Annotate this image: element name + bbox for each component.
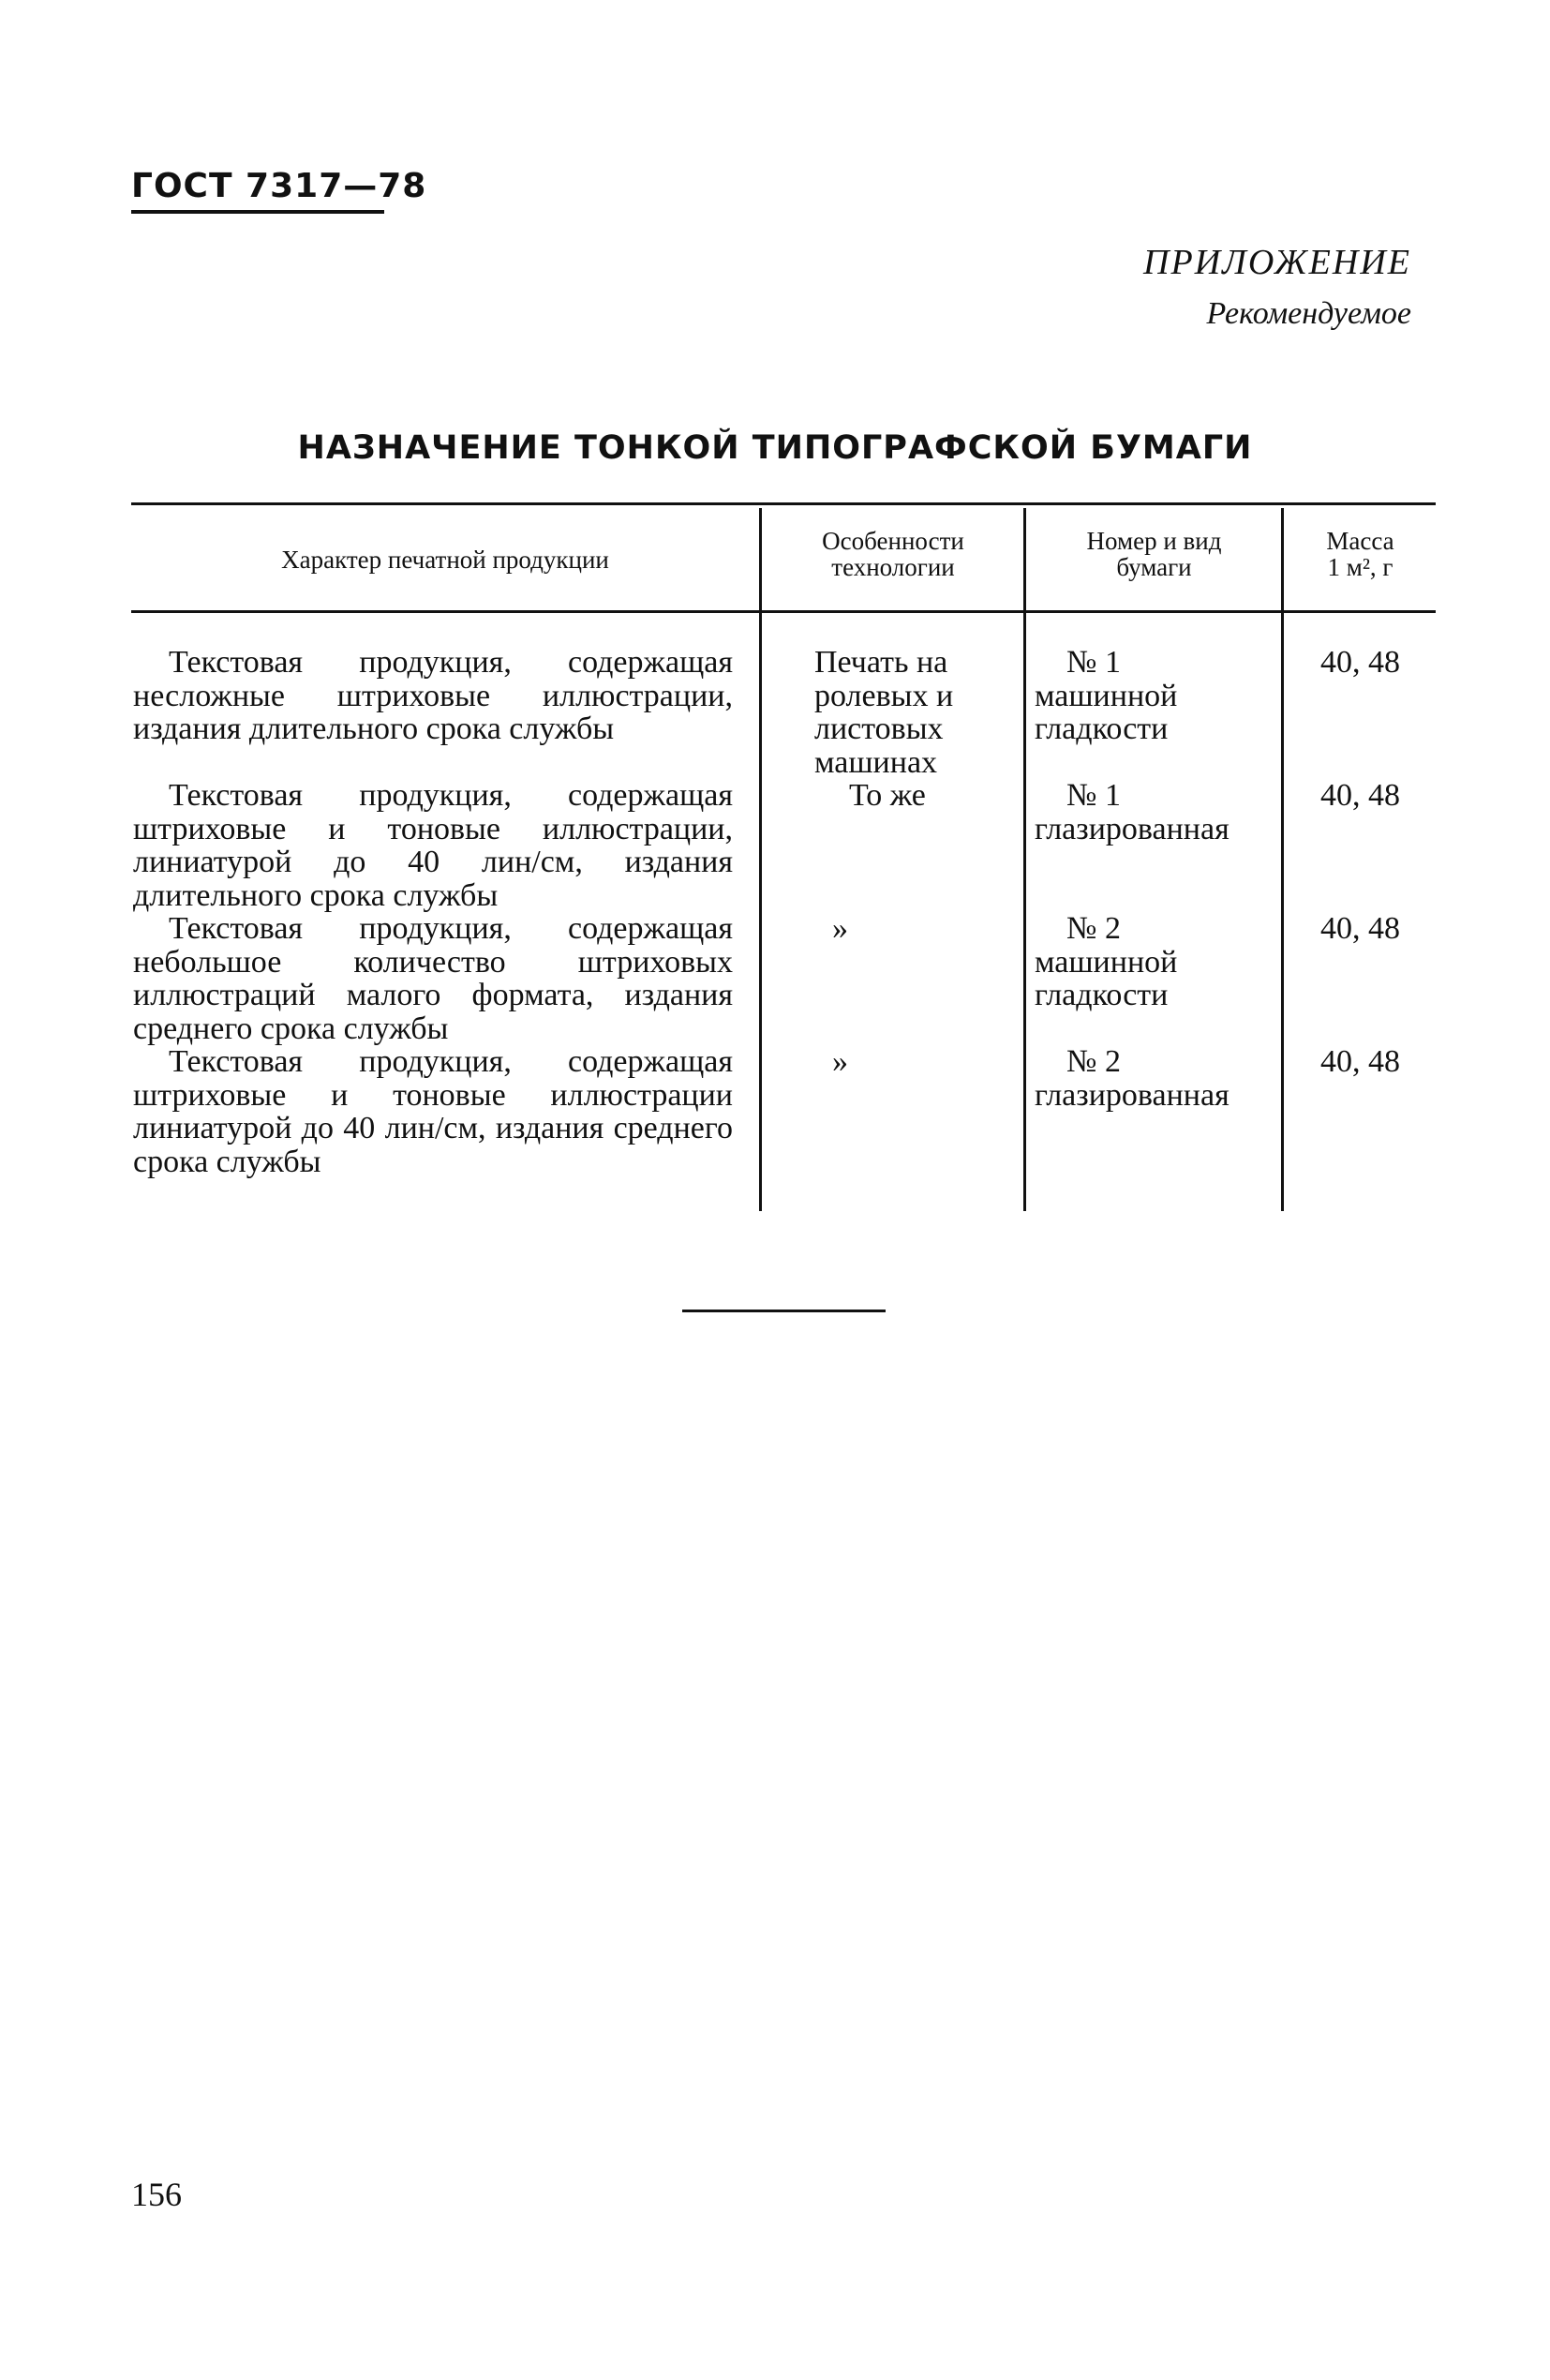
row-2-paper: № 1 глазированная bbox=[1035, 778, 1230, 846]
appendix-note: Рекомендуемое bbox=[1206, 296, 1411, 331]
row-2-description: Текстовая продукция, содержащая штриховые и тоновые иллюстрации, линиатурой до 40 лин/см, издания длительного срока службы bbox=[133, 778, 733, 913]
row-1-mass: 40, 48 bbox=[1320, 645, 1400, 680]
row-3-technology: » bbox=[832, 911, 848, 946]
header-paper bbox=[1027, 528, 1281, 580]
row-4-description: Текстовая продукция, содержащая штриховые и тоновые иллюстрации линиатурой до 40 лин/см, издания среднего срока службы bbox=[133, 1044, 733, 1179]
appendix-label: ПРИЛОЖЕНИЕ bbox=[1143, 243, 1411, 282]
table-title: НАЗНАЧЕНИЕ ТОНКОЙ ТИПОГРАФСКОЙ БУМАГИ bbox=[297, 429, 1253, 467]
row-2-mass: 40, 48 bbox=[1320, 778, 1400, 813]
row-1-technology: Печать на ролевых и листовых машинах bbox=[814, 645, 954, 780]
row-4-technology: » bbox=[832, 1044, 848, 1079]
standard-underline bbox=[131, 210, 384, 214]
page-number: 156 bbox=[131, 2176, 182, 2213]
header-mass-line-2: 1 м², г bbox=[1327, 553, 1394, 581]
row-2-technology: То же bbox=[849, 778, 926, 813]
header-mass bbox=[1285, 528, 1436, 580]
row-1-paper: № 1 машинной гладкости bbox=[1035, 645, 1178, 746]
row-3-paper: № 2 машинной гладкости bbox=[1035, 911, 1178, 1012]
header-character: Характер печатной продукции bbox=[281, 546, 609, 574]
row-3-mass: 40, 48 bbox=[1320, 911, 1400, 946]
header-technology-line-1: Особенности bbox=[822, 527, 964, 555]
row-1-description: Текстовая продукция, содержащая несложные штриховые иллюстрации, издания длительного срока службы bbox=[133, 645, 733, 746]
table-header-rule bbox=[131, 610, 1436, 613]
column-divider-1 bbox=[759, 508, 762, 1211]
row-3-description: Текстовая продукция, содержащая небольшое количество штриховых иллюстраций малого формата, издания среднего срока службы bbox=[133, 911, 733, 1046]
table-top-rule bbox=[131, 502, 1436, 505]
row-4-mass: 40, 48 bbox=[1320, 1044, 1400, 1079]
column-divider-3 bbox=[1281, 508, 1284, 1211]
header-paper-line-2: бумаги bbox=[1116, 553, 1192, 581]
header-technology-line-2: технологии bbox=[831, 553, 955, 581]
column-divider-2 bbox=[1023, 508, 1026, 1211]
row-4-paper: № 2 глазированная bbox=[1035, 1044, 1230, 1113]
standard-number: ГОСТ 7317—78 bbox=[131, 167, 427, 205]
end-of-section-rule bbox=[682, 1310, 886, 1312]
header-mass-line-1: Масса bbox=[1326, 527, 1394, 555]
header-paper-line-1: Номер и вид bbox=[1086, 527, 1222, 555]
header-technology bbox=[763, 528, 1023, 580]
